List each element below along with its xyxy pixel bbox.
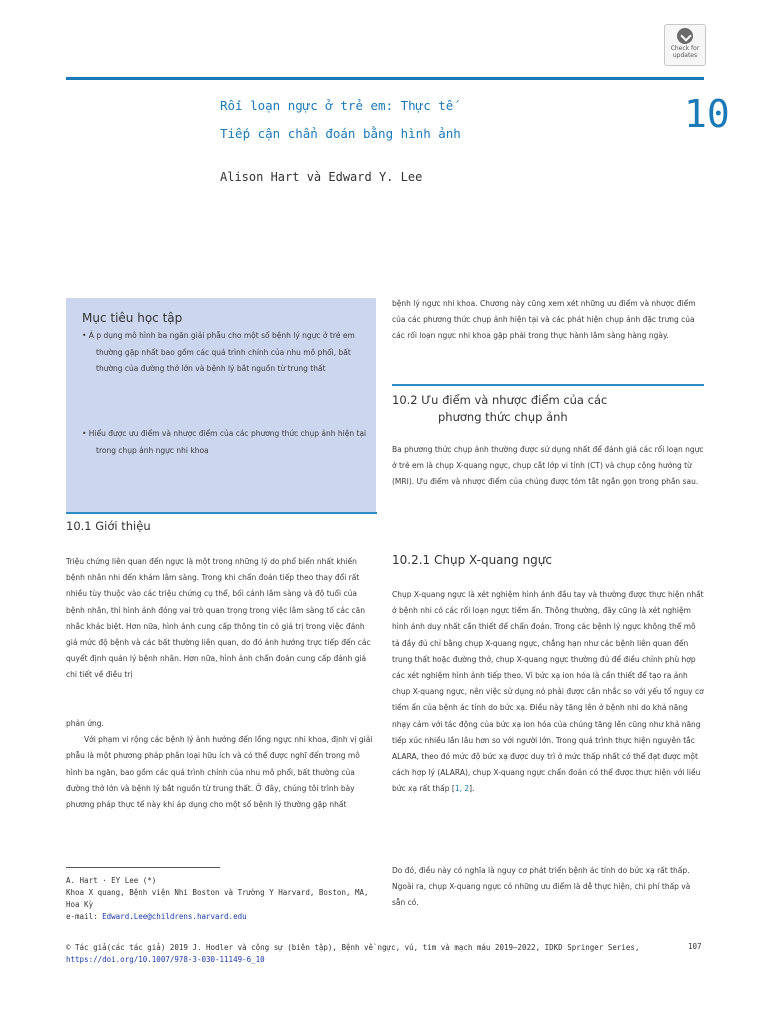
section-10-2-1-body: Chụp X-quang ngực là xét nghiệm hình ảnh đầu tay và thường được thực hiện nhất ở bệnh nhi có các rối loạn ngực tiềm ẩn. Thông thường, đây cũng là xét nghiệm hình ảnh duy nhất cần thiết để chẩn đoán. Trong các bệnh lý ngực không thể mô tả đầy đủ chỉ bằng chụp X-quang ngực, chẳng hạn như các bệnh liên quan đến trung thất hoặc đường thở, chụp X-quang ngực thường đủ để điều chỉnh phù hợp các xét nghiệm hình ảnh tiếp theo. Vì bức xạ ion hóa là cần thiết để tạo ra ảnh chụp X-quang ngực, nên việc sử dụng nó phải được cân nhắc so với yếu tố nguy cơ tiềm ẩn của bệnh ác tính do bức xạ. Điều này tăng lên ở bệnh nhi do khả năng nhạy cảm với tác động của bức xạ ion hóa của chúng tăng lên cũng như khả năng tiếp xúc nhiều lần lâu hơn so với người lớn. Trong quá trình thực hiện nguyên tắc ALARA, theo đó mức độ bức xạ được duy trì ở mức thấp nhất có thể đạt được một cách hợp lý (ALARA), chụp X-quang ngực chẩn đoán có thể được thực hiện với liều bức xạ rất thấp [ <box>392 590 704 794</box>
section-10-2-1-paragraph <box>392 587 704 798</box>
chapter-authors: Alison Hart và Edward Y. Lee <box>220 170 423 184</box>
intro-paragraph-2-lead: phản ứng. <box>66 719 104 728</box>
author-footnote <box>66 875 386 923</box>
section-rule-left <box>66 512 377 514</box>
copyright-notice <box>66 942 706 966</box>
section-10-2-1-end: ]. <box>469 784 475 794</box>
section-heading-10-2-line1: 10.2 Ưu điểm và nhược điểm của các <box>392 393 608 407</box>
intro-paragraph-2-text: Với phạm vi rộng các bệnh lý ảnh hưởng đến lồng ngực nhi khoa, định vị giải phẫu là một phương pháp phân loại hữu ích và có thể được nghĩ đến trong mô hình ba ngăn, bao gồm các quá trình chính của nhu mô phổi, bất thường của đường thở lớn và bệnh lý bắt nguồn từ trung thất. Ở đây, chúng tôi trình bày phương pháp thực tế này khi áp dụng cho một số bệnh lý thường gặp nhất <box>66 735 373 810</box>
chapter-title-line1: Rối loạn ngực ở trẻ em: Thực tế <box>220 98 454 113</box>
subsection-heading-10-2-1: 10.2.1 Chụp X-quang ngực <box>392 553 552 567</box>
section-10-2-paragraph <box>392 442 704 491</box>
top-rule <box>66 77 704 80</box>
objective-item-2-text: • Hiểu được ưu điểm và nhược điểm của các phương thức chụp ảnh hiện tại trong chụp ảnh ngực nhi khoa <box>82 429 367 455</box>
intro-paragraph-1 <box>66 554 376 684</box>
learning-objectives-heading: Mục tiêu học tập <box>82 311 183 325</box>
chapter-title-line2: Tiếp cận chẩn đoán bằng hình ảnh <box>220 126 461 141</box>
objective-item-1-text: • Á p dụng mô hình ba ngăn giải phẫu cho một số bệnh lý ngực ở trẻ em thường gặp nhất bao gồm các quá trình chính của nhu mô phổi, bất thường của đường thở lớn và bệnh lý bắt nguồn từ trung thất <box>82 331 355 373</box>
author-email-link[interactable]: Edward.Lee@childrens.harvard.edu <box>102 912 247 921</box>
copyright-text: © Tác giả(các tác giả) 2019 J. Hodler và cộng sự (biên tập), Bệnh về ngực, vú, tim và mạch máu 2019–2022, IDKD Springer Series, <box>66 943 640 952</box>
footnote-email-line <box>66 911 386 923</box>
section-heading-10-2-line2: phương thức chụp ảnh <box>438 410 568 424</box>
doi-link[interactable]: https://doi.org/10.1007/978-3-030-11149-6_10 <box>66 955 265 964</box>
right-top-paragraph-text: bệnh lý ngực nhi khoa. Chương này cũng xem xét những ưu điểm và nhược điểm của các phương thức chụp ảnh hiện tại và các phát hiện chụp ảnh đặc trưng của các rối loạn ngực nhi khoa gặp phải trong thực hành lâm sàng hàng ngày. <box>392 299 696 341</box>
footnote-affiliation: Khoa X quang, Bệnh viện Nhi Boston và Trường Y Harvard, Boston, MA, Hoa Kỳ <box>66 888 369 909</box>
footnote-rule <box>66 867 220 868</box>
section-10-2-paragraph-text: Ba phương thức chụp ảnh thường được sử dụng nhất để đánh giá các rối loạn ngực ở trẻ em là chụp X-quang ngực, chụp cắt lớp vi tính (CT) và chụp cộng hưởng từ (MRI). Ưu điểm và nhược điểm của chúng được tóm tắt ngắn gọn trong phần sau. <box>392 445 704 487</box>
section-10-2-1-paragraph-text <box>392 587 704 798</box>
badge-label-1: Check for <box>670 45 700 52</box>
check-updates-icon <box>677 28 693 44</box>
intro-paragraph-2 <box>66 716 376 813</box>
objective-item-2 <box>82 426 372 459</box>
citation-link[interactable]: 1, 2 <box>454 784 470 794</box>
right-bottom-paragraph-text: Do đó, điều này có nghĩa là nguy cơ phát triển bệnh ác tính do bức xạ rất thấp. Ngoài ra, chụp X-quang ngực có những ưu điểm là dễ thực hiện, chi phí thấp và sẵn có. <box>392 866 691 908</box>
footnote-email-label: e-mail: <box>66 912 103 921</box>
footnote-authors: A. Hart · EY Lee (*) <box>66 876 157 885</box>
chapter-number: 10 <box>684 92 730 136</box>
objective-item-1 <box>82 328 372 378</box>
page-number: 107 <box>688 942 702 951</box>
check-for-updates-badge[interactable] <box>664 24 706 66</box>
badge-label-2: updates <box>672 52 698 59</box>
right-bottom-paragraph <box>392 863 704 912</box>
intro-paragraph-1-text: Triệu chứng liên quan đến ngực là một trong những lý do phổ biến nhất khiến bệnh nhân nhi đến khám lâm sàng. Trong khi chẩn đoán tiếp theo thay đổi rất nhiều tùy thuộc vào các triệu chứng cụ thể, bối cảnh lâm sàng và độ tuổi của bệnh nhân, thì hình ảnh đóng vai trò quan trọng trong việc lâm sàng tố các căn nhắc khác biệt. Hơn nữa, hình ảnh cung cấp thông tin có giá trị trong việc đánh giá mức độ bệnh và các bất thường liên quan, do đó ảnh hưởng trực tiếp đến các quyết định quản lý bệnh nhân. Hơn nữa, hình ảnh chẩn đoán cung cấp đánh giá chi tiết về điều trị <box>66 557 371 680</box>
section-rule-right <box>392 384 704 386</box>
section-heading-10-1: 10.1 Giới thiệu <box>66 519 151 533</box>
right-top-paragraph <box>392 296 704 345</box>
